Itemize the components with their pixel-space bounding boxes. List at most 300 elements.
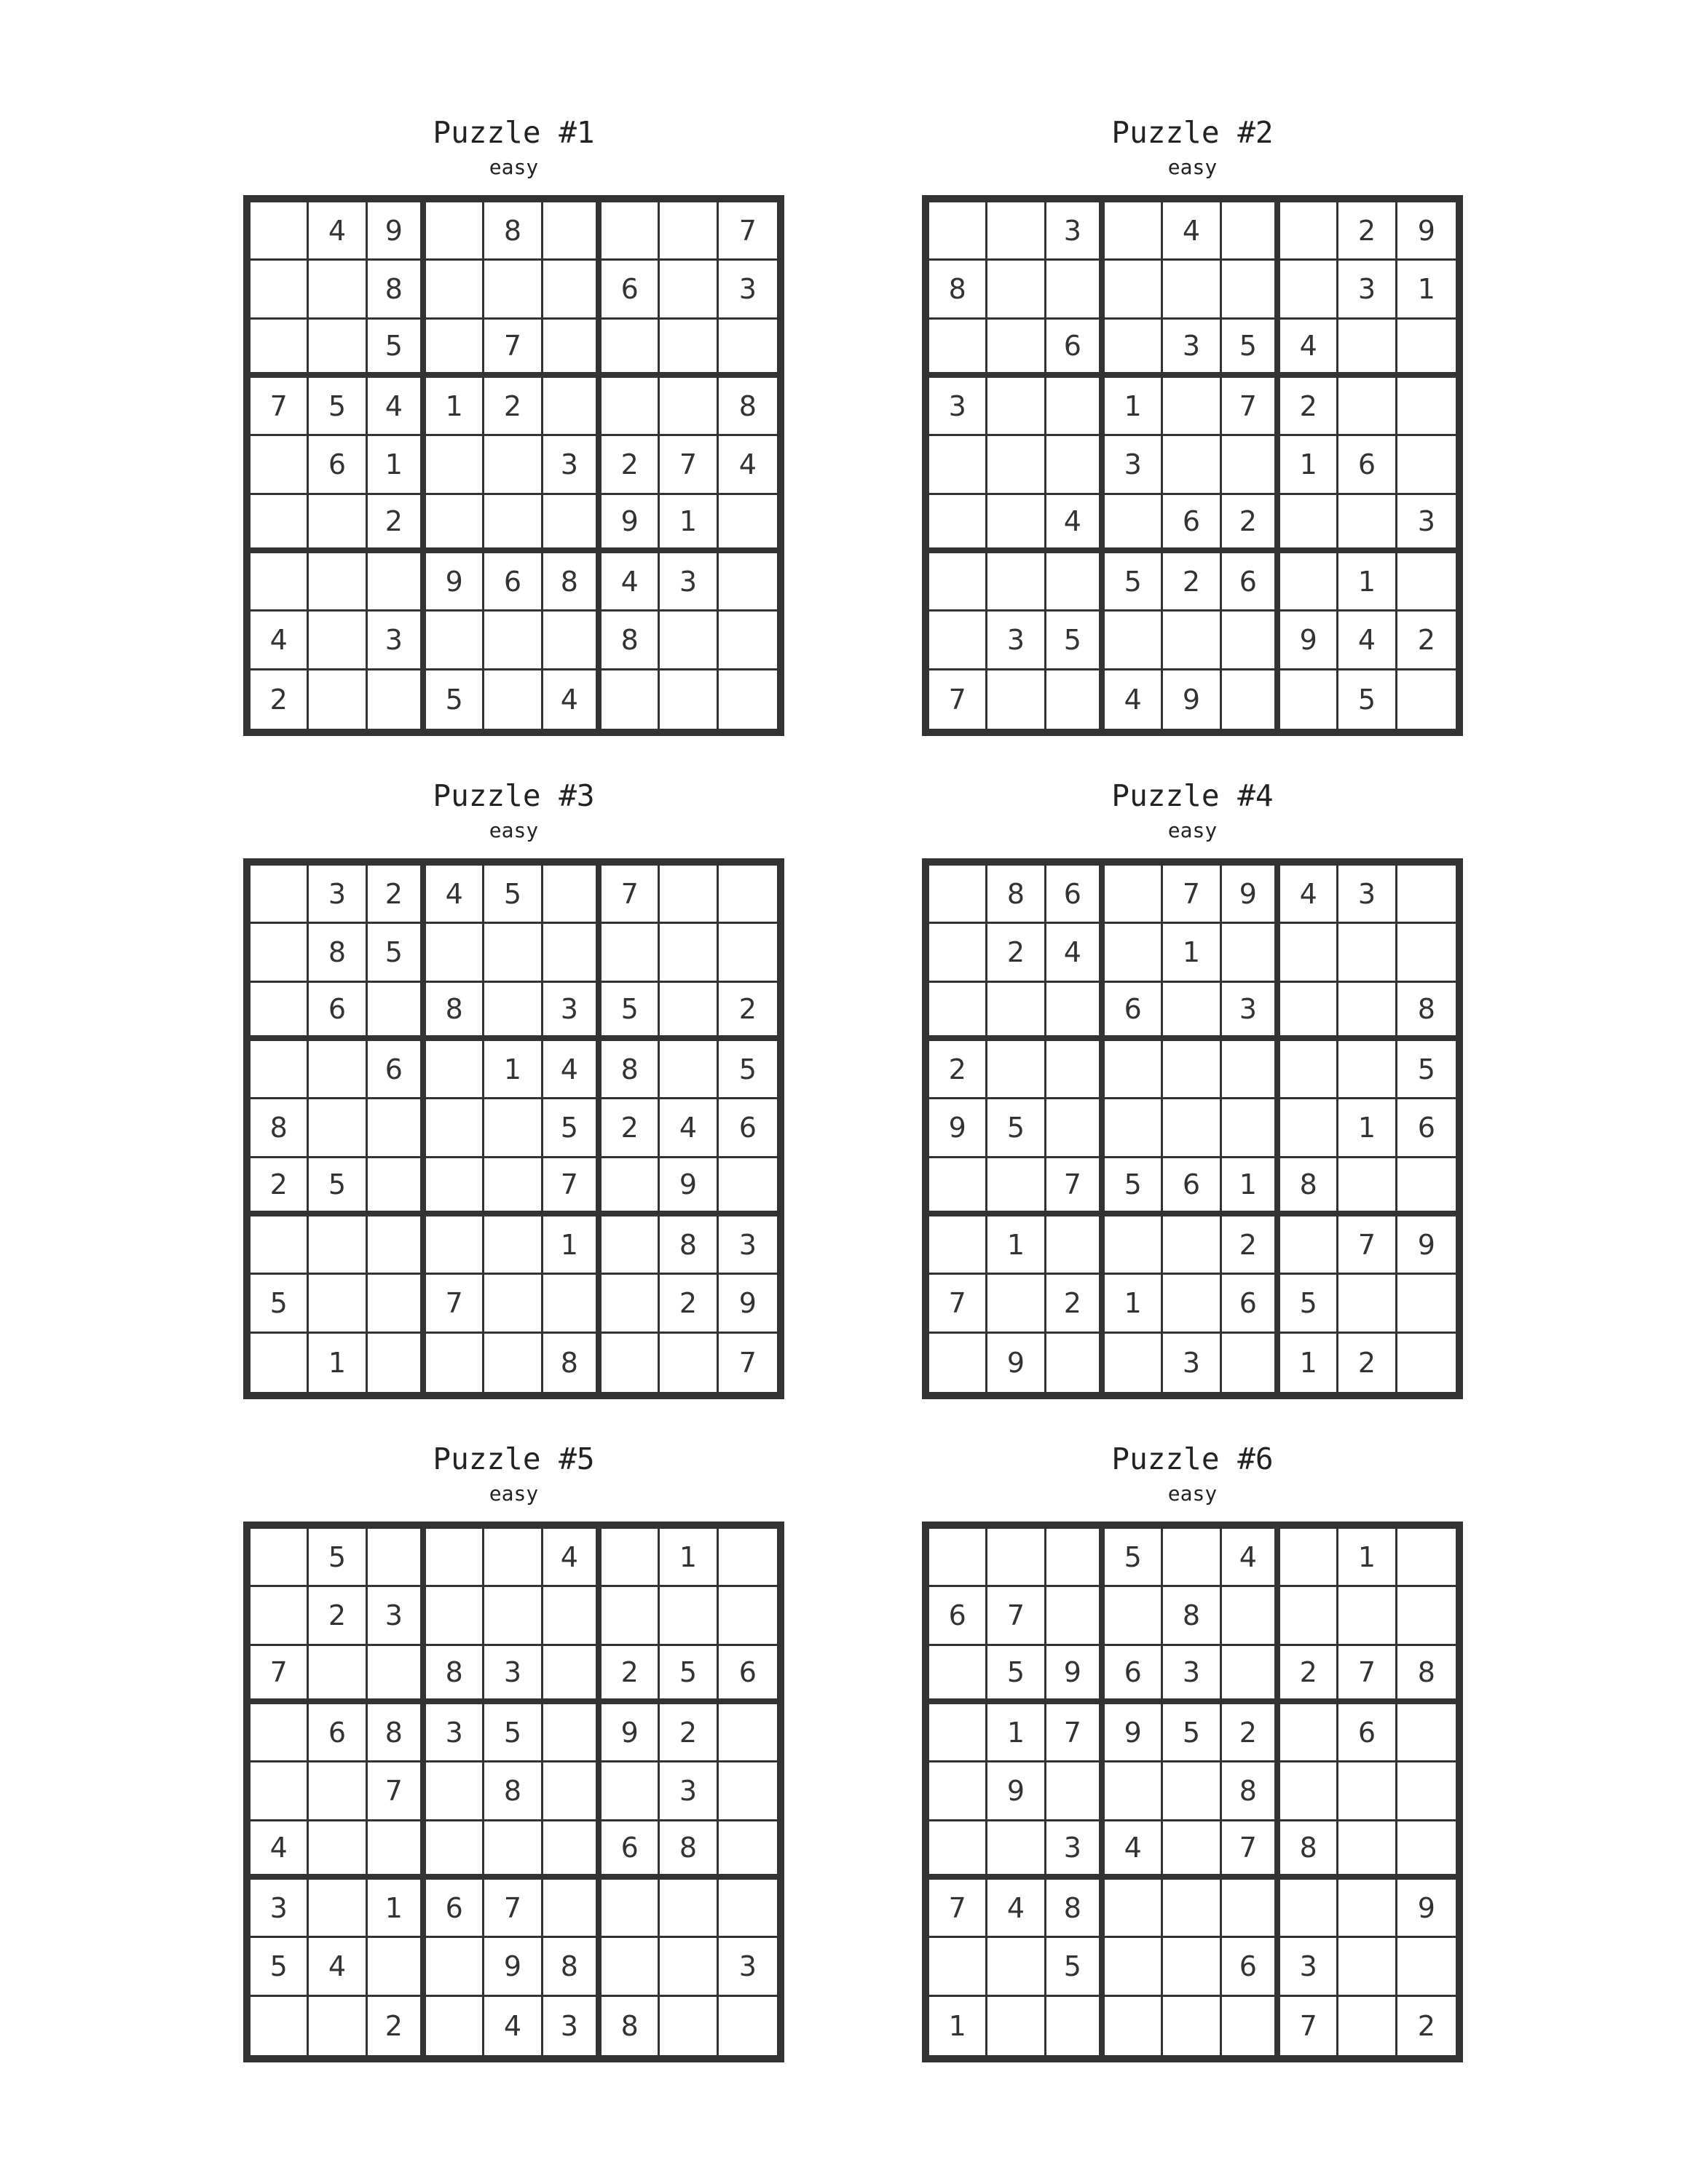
sudoku-cell <box>660 1938 718 1996</box>
sudoku-cell: 3 <box>1338 261 1397 319</box>
sudoku-cell <box>602 1529 660 1587</box>
sudoku-cell <box>1280 1099 1338 1158</box>
sudoku-cell <box>543 866 602 924</box>
sudoku-cell <box>929 1821 987 1880</box>
sudoku-cell <box>484 612 543 670</box>
sudoku-cell <box>987 1041 1046 1099</box>
sudoku-cell: 8 <box>929 261 987 319</box>
sudoku-cell <box>929 1216 987 1275</box>
sudoku-cell <box>1280 495 1338 553</box>
sudoku-cell <box>251 261 309 319</box>
sudoku-cell: 1 <box>987 1216 1046 1275</box>
sudoku-cell: 1 <box>929 1997 987 2055</box>
puzzle-title: Puzzle #1 <box>433 115 595 150</box>
sudoku-cell: 8 <box>309 924 367 982</box>
sudoku-cell <box>1338 1938 1397 1996</box>
sudoku-cell <box>1397 1275 1456 1333</box>
sudoku-cell: 9 <box>929 1099 987 1158</box>
sudoku-cell <box>1105 1880 1163 1938</box>
sudoku-cell: 1 <box>309 1334 367 1392</box>
sudoku-cell: 4 <box>1338 612 1397 670</box>
sudoku-cell: 8 <box>602 1997 660 2055</box>
puzzle-difficulty: easy <box>1167 155 1218 179</box>
sudoku-cell <box>602 1587 660 1645</box>
sudoku-cell: 4 <box>1280 866 1338 924</box>
sudoku-cell: 6 <box>484 553 543 612</box>
sudoku-cell: 5 <box>1222 320 1280 378</box>
sudoku-grid <box>243 195 784 736</box>
sudoku-cell <box>426 495 484 553</box>
sudoku-cell <box>1280 1880 1338 1938</box>
sudoku-cell: 3 <box>543 436 602 494</box>
sudoku-cell: 9 <box>987 1334 1046 1392</box>
sudoku-cell: 6 <box>1222 1275 1280 1333</box>
sudoku-cell <box>660 1334 718 1392</box>
sudoku-cell <box>1105 320 1163 378</box>
sudoku-cell <box>987 261 1046 319</box>
sudoku-cell <box>1222 612 1280 670</box>
sudoku-cell: 5 <box>426 670 484 729</box>
sudoku-cell: 3 <box>719 1938 777 1996</box>
sudoku-cell <box>1105 1216 1163 1275</box>
sudoku-cell: 2 <box>1046 1275 1105 1333</box>
sudoku-cell <box>1046 1041 1105 1099</box>
sudoku-cell: 4 <box>309 1938 367 1996</box>
sudoku-cell: 5 <box>602 983 660 1041</box>
sudoku-cell <box>1163 1938 1221 1996</box>
sudoku-cell: 9 <box>1105 1704 1163 1762</box>
sudoku-cell: 8 <box>987 866 1046 924</box>
sudoku-cell <box>660 1880 718 1938</box>
sudoku-cell: 7 <box>738 1346 757 1379</box>
sudoku-cell <box>1046 1587 1105 1645</box>
sudoku-cell <box>719 1821 777 1880</box>
sudoku-cell: 5 <box>1397 1041 1456 1099</box>
sudoku-cell: 2 <box>368 1997 426 2055</box>
sudoku-cell <box>602 1158 660 1216</box>
sudoku-cell <box>660 320 718 378</box>
sudoku-cell: 8 <box>368 1704 426 1762</box>
sudoku-cell <box>929 866 987 924</box>
sudoku-cell: 7 <box>1338 1646 1397 1704</box>
sudoku-cell: 7 <box>1046 1158 1105 1216</box>
sudoku-cell: 5 <box>543 1099 602 1158</box>
sudoku-cell <box>602 378 660 436</box>
sudoku-cell: 8 <box>484 1762 543 1821</box>
sudoku-cell <box>1338 320 1397 378</box>
sudoku-cell <box>719 1158 777 1216</box>
sudoku-cell <box>426 1997 484 2055</box>
sudoku-cell: 3 <box>660 1762 718 1821</box>
sudoku-cell <box>251 866 309 924</box>
sudoku-cell <box>929 1704 987 1762</box>
sudoku-cell <box>719 1704 777 1762</box>
sudoku-cell: 3 <box>1105 436 1163 494</box>
sudoku-cell: 2 <box>602 436 660 494</box>
sudoku-cell <box>543 612 602 670</box>
sudoku-cell <box>251 320 309 378</box>
sudoku-cell: 3 <box>1222 983 1280 1041</box>
sudoku-cell <box>368 1529 426 1587</box>
sudoku-cell <box>1280 553 1338 612</box>
sudoku-cell <box>1046 670 1105 729</box>
sudoku-cell <box>1397 866 1456 924</box>
sudoku-cell <box>1046 436 1105 494</box>
sudoku-cell: 2 <box>660 1704 718 1762</box>
sudoku-cell <box>1397 320 1456 378</box>
sudoku-cell <box>660 612 718 670</box>
sudoku-cell <box>1222 924 1280 982</box>
sudoku-cell <box>543 202 602 261</box>
sudoku-cell: 2 <box>987 924 1046 982</box>
sudoku-cell: 2 <box>251 1158 309 1216</box>
sudoku-grid <box>922 1522 1463 2062</box>
sudoku-cell: 5 <box>1105 1158 1163 1216</box>
sudoku-cell: 8 <box>1046 1880 1105 1938</box>
sudoku-cell <box>1222 202 1280 261</box>
sudoku-cell: 1 <box>484 1041 543 1099</box>
sudoku-cell <box>426 924 484 982</box>
sudoku-cell: 4 <box>1046 495 1105 553</box>
sudoku-cell: 1 <box>1105 1275 1163 1333</box>
sudoku-cell: 1 <box>660 1529 718 1587</box>
sudoku-cell: 5 <box>368 320 426 378</box>
sudoku-cell: 2 <box>1338 1334 1397 1392</box>
sudoku-cell <box>543 924 602 982</box>
sudoku-cell: 2 <box>1163 553 1221 612</box>
sudoku-cell <box>1163 1216 1221 1275</box>
sudoku-cell <box>1105 1041 1163 1099</box>
sudoku-cell <box>719 553 777 612</box>
sudoku-cell <box>426 1762 484 1821</box>
sudoku-cell <box>719 1762 777 1821</box>
sudoku-cell <box>251 436 309 494</box>
sudoku-cell: 4 <box>1105 1821 1163 1880</box>
sudoku-cell <box>1397 1529 1456 1587</box>
sudoku-cell <box>484 495 543 553</box>
sudoku-cell: 8 <box>1222 1762 1280 1821</box>
sudoku-cell <box>251 1762 309 1821</box>
sudoku-cell <box>309 495 367 553</box>
sudoku-cell <box>484 924 543 982</box>
sudoku-cell <box>1163 1821 1221 1880</box>
sudoku-cell: 9 <box>484 1938 543 1996</box>
sudoku-cell <box>251 1704 309 1762</box>
sudoku-cell <box>1046 1099 1105 1158</box>
sudoku-cell <box>1222 1334 1280 1392</box>
sudoku-cell: 6 <box>1046 866 1105 924</box>
sudoku-cell <box>251 495 309 553</box>
sudoku-cell <box>484 1821 543 1880</box>
sudoku-cell <box>1397 924 1456 982</box>
sudoku-cell <box>309 1646 367 1704</box>
puzzle-title: Puzzle #6 <box>1111 1441 1274 1476</box>
sudoku-cell <box>929 553 987 612</box>
sudoku-cell <box>251 202 309 261</box>
sudoku-cell: 4 <box>660 1099 718 1158</box>
sudoku-cell <box>1397 1762 1456 1821</box>
sudoku-cell <box>309 1275 367 1333</box>
sudoku-cell <box>719 1997 777 2055</box>
sudoku-cell: 6 <box>426 1880 484 1938</box>
sudoku-cell: 5 <box>1338 670 1397 729</box>
sudoku-cell <box>1222 1099 1280 1158</box>
sudoku-cell: 3 <box>251 1880 309 1938</box>
puzzle-difficulty: easy <box>489 1481 539 1506</box>
sudoku-cell <box>1338 924 1397 982</box>
sudoku-cell: 3 <box>929 378 987 436</box>
sudoku-cell <box>660 670 718 729</box>
sudoku-cell <box>543 1587 602 1645</box>
sudoku-cell: 2 <box>1417 2009 1435 2042</box>
sudoku-cell: 9 <box>602 495 660 553</box>
sudoku-cell <box>719 612 777 670</box>
sudoku-cell: 4 <box>251 612 309 670</box>
sudoku-cell <box>1163 1997 1221 2055</box>
sudoku-cell: 6 <box>1163 495 1221 553</box>
sudoku-cell <box>719 320 777 378</box>
sudoku-cell <box>1280 1704 1338 1762</box>
puzzle-difficulty: easy <box>489 818 539 842</box>
sudoku-cell: 5 <box>987 1099 1046 1158</box>
sudoku-cell <box>1222 436 1280 494</box>
sudoku-cell <box>368 1158 426 1216</box>
sudoku-cell: 7 <box>987 1587 1046 1645</box>
sudoku-cell: 7 <box>484 1880 543 1938</box>
sudoku-cell <box>1338 1041 1397 1099</box>
sudoku-cell: 7 <box>543 1158 602 1216</box>
sudoku-cell <box>309 1099 367 1158</box>
sudoku-cell <box>251 1997 309 2055</box>
sudoku-cell <box>929 1646 987 1704</box>
sudoku-cell: 2 <box>484 378 543 436</box>
sudoku-cell: 5 <box>660 1646 718 1704</box>
sudoku-cell <box>426 1334 484 1392</box>
sudoku-cell <box>602 1216 660 1275</box>
sudoku-cell: 4 <box>368 378 426 436</box>
sudoku-cell <box>1222 1041 1280 1099</box>
sudoku-cell <box>543 495 602 553</box>
sudoku-cell: 6 <box>309 983 367 1041</box>
sudoku-cell <box>1046 1529 1105 1587</box>
sudoku-cell <box>660 866 718 924</box>
sudoku-cell: 9 <box>1280 612 1338 670</box>
sudoku-cell <box>660 202 718 261</box>
sudoku-grid <box>922 195 1463 736</box>
sudoku-cell: 6 <box>719 1646 777 1704</box>
sudoku-cell <box>1105 612 1163 670</box>
sudoku-cell: 3 <box>1397 495 1456 553</box>
sudoku-cell <box>719 1587 777 1645</box>
sudoku-cell <box>1222 1587 1280 1645</box>
sudoku-cell: 3 <box>719 1216 777 1275</box>
sudoku-cell <box>1105 1099 1163 1158</box>
sudoku-cell <box>1105 261 1163 319</box>
sudoku-cell: 7 <box>602 866 660 924</box>
sudoku-cell: 6 <box>309 1704 367 1762</box>
sudoku-cell <box>660 1587 718 1645</box>
sudoku-cell <box>309 1821 367 1880</box>
sudoku-cell: 5 <box>309 378 367 436</box>
sudoku-cell: 4 <box>602 553 660 612</box>
sudoku-cell: 5 <box>1163 1704 1221 1762</box>
sudoku-cell: 4 <box>543 1529 602 1587</box>
sudoku-cell <box>602 1275 660 1333</box>
sudoku-cell: 3 <box>1046 1821 1105 1880</box>
sudoku-cell: 7 <box>660 436 718 494</box>
puzzle-title: Puzzle #5 <box>433 1441 595 1476</box>
sudoku-cell <box>1105 924 1163 982</box>
sudoku-cell: 6 <box>1338 1704 1397 1762</box>
sudoku-cell <box>309 320 367 378</box>
sudoku-cell <box>1397 436 1456 494</box>
sudoku-cell: 3 <box>1338 866 1397 924</box>
sudoku-cell <box>1338 1762 1397 1821</box>
sudoku-cell: 7 <box>1338 1216 1397 1275</box>
sudoku-cell: 5 <box>987 1646 1046 1704</box>
sudoku-cell <box>426 1099 484 1158</box>
sudoku-cell <box>1338 983 1397 1041</box>
sudoku-cell <box>1046 983 1105 1041</box>
sudoku-cell: 4 <box>1280 320 1338 378</box>
sudoku-cell: 4 <box>1046 924 1105 982</box>
sudoku-cell: 8 <box>660 1821 718 1880</box>
sudoku-cell <box>660 378 718 436</box>
sudoku-cell <box>543 320 602 378</box>
sudoku-cell <box>602 1880 660 1938</box>
sudoku-cell <box>368 1275 426 1333</box>
sudoku-cell <box>1280 670 1338 729</box>
sudoku-cell <box>1046 1216 1105 1275</box>
sudoku-cell <box>426 261 484 319</box>
sudoku-cell <box>251 983 309 1041</box>
sudoku-cell <box>1105 1334 1163 1392</box>
sudoku-cell: 1 <box>368 436 426 494</box>
sudoku-cell <box>929 924 987 982</box>
sudoku-cell <box>484 1216 543 1275</box>
sudoku-cell: 4 <box>719 436 777 494</box>
sudoku-cell <box>602 1938 660 1996</box>
sudoku-cell <box>987 1997 1046 2055</box>
puzzle-title: Puzzle #2 <box>1111 115 1274 150</box>
sudoku-cell: 9 <box>426 553 484 612</box>
sudoku-cell <box>543 1646 602 1704</box>
sudoku-cell <box>426 1041 484 1099</box>
sudoku-cell: 1 <box>660 495 718 553</box>
sudoku-cell: 1 <box>426 378 484 436</box>
sudoku-cell <box>543 1821 602 1880</box>
sudoku-cell <box>484 1334 543 1392</box>
sudoku-cell: 7 <box>1280 1997 1338 2055</box>
sudoku-cell <box>309 670 367 729</box>
sudoku-cell <box>987 436 1046 494</box>
sudoku-cell <box>309 1997 367 2055</box>
sudoku-cell: 8 <box>543 1334 602 1392</box>
sudoku-cell: 8 <box>660 1216 718 1275</box>
sudoku-cell <box>1163 1041 1221 1099</box>
sudoku-cell <box>426 1938 484 1996</box>
sudoku-cell <box>309 553 367 612</box>
sudoku-cell <box>1280 1216 1338 1275</box>
puzzle-difficulty: easy <box>489 155 539 179</box>
sudoku-cell <box>309 261 367 319</box>
sudoku-cell: 2 <box>309 1587 367 1645</box>
sudoku-cell: 2 <box>602 1646 660 1704</box>
sudoku-cell <box>1105 1587 1163 1645</box>
sudoku-cell <box>1280 1587 1338 1645</box>
sudoku-cell: 8 <box>1280 1158 1338 1216</box>
sudoku-cell <box>929 612 987 670</box>
sudoku-cell: 7 <box>1163 866 1221 924</box>
sudoku-cell <box>1105 866 1163 924</box>
sudoku-cell <box>1338 1158 1397 1216</box>
sudoku-cell <box>426 320 484 378</box>
sudoku-cell: 7 <box>929 1880 987 1938</box>
sudoku-cell <box>1397 1704 1456 1762</box>
sudoku-cell <box>1338 378 1397 436</box>
sudoku-grid <box>922 858 1463 1399</box>
sudoku-cell <box>602 202 660 261</box>
sudoku-cell: 7 <box>251 378 309 436</box>
sudoku-cell <box>484 670 543 729</box>
sudoku-cell <box>1046 553 1105 612</box>
sudoku-cell <box>251 1216 309 1275</box>
sudoku-cell <box>1105 495 1163 553</box>
sudoku-cell <box>602 320 660 378</box>
sudoku-cell <box>987 1529 1046 1587</box>
sudoku-cell <box>929 1529 987 1587</box>
sudoku-cell: 6 <box>1105 983 1163 1041</box>
sudoku-cell <box>1105 1997 1163 2055</box>
sudoku-cell <box>602 670 660 729</box>
sudoku-cell <box>602 1762 660 1821</box>
sudoku-cell: 7 <box>368 1762 426 1821</box>
sudoku-cell <box>987 553 1046 612</box>
puzzle-difficulty: easy <box>1167 1481 1218 1506</box>
sudoku-cell: 5 <box>1046 612 1105 670</box>
sudoku-cell <box>426 202 484 261</box>
sudoku-cell <box>1046 261 1105 319</box>
sudoku-cell: 2 <box>368 866 426 924</box>
sudoku-cell: 6 <box>1222 553 1280 612</box>
sudoku-grid <box>243 1522 784 2062</box>
sudoku-cell <box>309 1216 367 1275</box>
sudoku-cell <box>1105 202 1163 261</box>
sudoku-cell <box>484 1099 543 1158</box>
sudoku-cell <box>1163 1762 1221 1821</box>
sudoku-cell <box>251 1529 309 1587</box>
sudoku-cell <box>1338 1275 1397 1333</box>
sudoku-cell <box>251 1041 309 1099</box>
sudoku-cell <box>1280 261 1338 319</box>
sudoku-cell <box>987 495 1046 553</box>
sudoku-cell <box>602 1334 660 1392</box>
sudoku-cell <box>660 261 718 319</box>
sudoku-cell <box>543 378 602 436</box>
sudoku-cell: 3 <box>660 553 718 612</box>
sudoku-cell: 3 <box>1280 1938 1338 1996</box>
sudoku-cell: 6 <box>1397 1099 1456 1158</box>
sudoku-cell <box>484 261 543 319</box>
sudoku-cell <box>719 1529 777 1587</box>
sudoku-cell <box>368 1646 426 1704</box>
sudoku-cell <box>602 924 660 982</box>
sudoku-cell: 3 <box>1163 1646 1221 1704</box>
sudoku-cell <box>251 924 309 982</box>
sudoku-cell: 1 <box>1105 378 1163 436</box>
puzzle-title: Puzzle #4 <box>1111 778 1274 813</box>
sudoku-cell <box>368 553 426 612</box>
